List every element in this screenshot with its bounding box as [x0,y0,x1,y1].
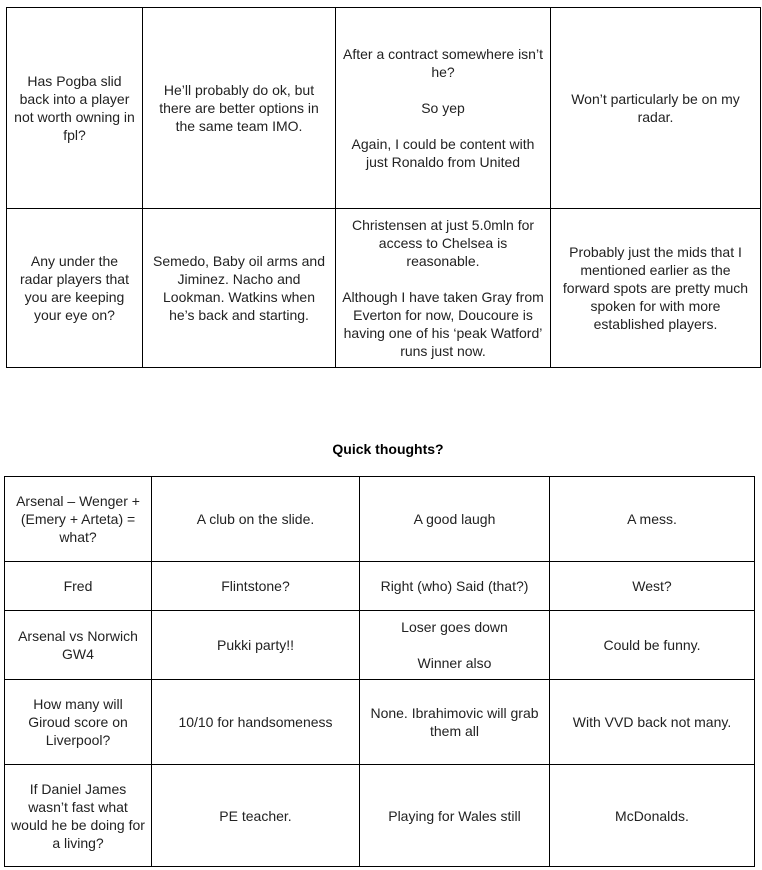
answer-cell: Loser goes down Winner also [360,611,550,680]
answer-cell: McDonalds. [550,765,755,867]
answer-cell: None. Ibrahimovic will grab them all [360,680,550,765]
question-cell: How many will Giroud score on Liverpool? [5,680,152,765]
question-cell: If Daniel James wasn’t fast what would he be doing for a living? [5,765,152,867]
answer-cell: He’ll probably do ok, but there are better options in the same team IMO. [143,8,336,209]
table-row [5,680,755,765]
section-heading: Quick thoughts? [332,441,444,457]
answer-cell: With VVD back not many. [550,680,755,765]
answer-cell: Semedo, Baby oil arms and Jiminez. Nacho and Lookman. Watkins when he’s back and starting. [143,209,336,368]
answer-cell: West? [550,562,755,611]
qa-table-quick-thoughts [4,476,755,867]
answer-cell: A good laugh [360,477,550,562]
answer-cell: A club on the slide. [152,477,360,562]
table-row [5,477,755,562]
answer-cell: Flintstone? [152,562,360,611]
answer-cell: After a contract somewhere isn’t he? So yep Again, I could be content with just Ronaldo from United [336,8,551,209]
answer-cell: Won’t particularly be on my radar. [551,8,761,209]
table-row [5,765,755,867]
table-row [5,611,755,680]
answer-cell: Right (who) Said (that?) [360,562,550,611]
answer-cell: Pukki party!! [152,611,360,680]
question-cell: Fred [5,562,152,611]
question-cell: Any under the radar players that you are keeping your eye on? [7,209,143,368]
answer-cell: Probably just the mids that I mentioned earlier as the forward spots are pretty much spoken for with more established players. [551,209,761,368]
answer-cell: Christensen at just 5.0mln for access to Chelsea is reasonable. Although I have taken Gray from Everton for now, Doucoure is having one of his ‘peak Watford’ runs just now. [336,209,551,368]
answer-cell: PE teacher. [152,765,360,867]
answer-cell: Could be funny. [550,611,755,680]
table-row [5,562,755,611]
table-row [7,8,761,209]
question-cell: Arsenal – Wenger + (Emery + Arteta) = what? [5,477,152,562]
qa-table-top [6,7,761,368]
question-cell: Has Pogba slid back into a player not worth owning in fpl? [7,8,143,209]
answer-cell: Playing for Wales still [360,765,550,867]
answer-cell: A mess. [550,477,755,562]
answer-cell: 10/10 for handsomeness [152,680,360,765]
table-row [7,209,761,368]
question-cell: Arsenal vs Norwich GW4 [5,611,152,680]
